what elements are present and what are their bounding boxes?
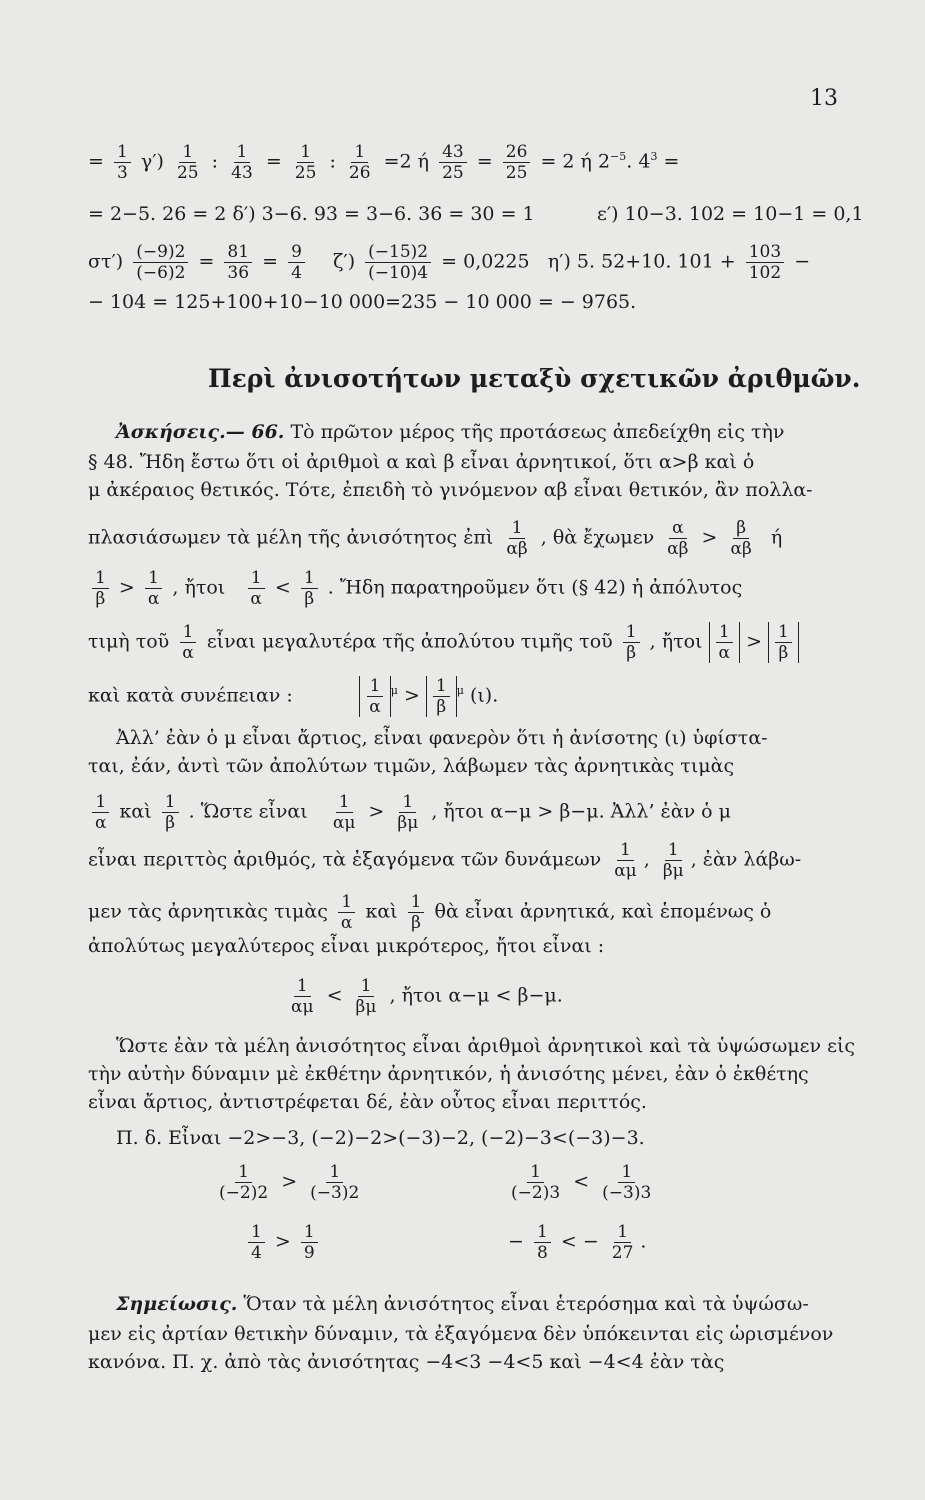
fraction: $\frac{(-15)2}{(-10)4}$	[365, 242, 431, 283]
exercise-line-13: ἀπολύτως μεγαλύτερος εἶναι μικρότερος, ἤτοι εἶναι :	[88, 935, 605, 957]
example-row-2-left: $\frac{1}{4}$ > $\frac{1}{9}$	[244, 1222, 322, 1263]
exercise-line-1: Ἀσκήσεις.— 66. Τὸ πρῶτον μέρος τῆς προτάσεως ἀπεδείχθη εἰς τὴν	[116, 421, 785, 443]
exercise-line-15: Ὥστε ἐὰν τὰ μέλη ἀνισότητος εἶναι ἀριθμοὶ ἀρνητικοὶ καὶ τὰ ὑψώσωμεν εἰς	[116, 1035, 856, 1057]
exercise-line-7: καὶ κατὰ συνέπειαν : $\frac{1}{\alpha}$ $^\mu$ > $\frac{1}{\beta}$ $^\mu$ (ι).	[88, 676, 499, 717]
equals-sign: =	[88, 150, 110, 173]
exercise-line-5: $\frac{1}{\beta}$ > $\frac{1}{\alpha}$ , ἤτοι $\frac{1}{\alpha}$ < $\frac{1}{\beta}$ . Ἤδη παρατηροῦμεν ὅτι (§ 42) ἡ ἀπόλυτος	[88, 568, 742, 609]
fraction: $\frac{43}{25}$	[439, 142, 467, 183]
fraction: $\frac{81}{36}$	[224, 242, 252, 283]
exercise-line-10: $\frac{1}{\alpha}$ καὶ $\frac{1}{\beta}$ . Ὥστε εἶναι $\frac{1}{\alpha\mu}$ > $\frac{1}{\beta\mu}$ , ἤτοι α−μ > β−μ. Ἀλλ’ ἐὰν ὁ μ	[88, 792, 731, 833]
exercise-line-16: τὴν αὐτὴν δύναμιν μὲ ἐκθέτην ἀρνητικόν, ἡ ἀνισότης μένει, ἐὰν ὁ ἐκθέτης	[88, 1063, 809, 1085]
fraction: $\frac{26}{25}$	[503, 142, 531, 183]
example-row-2-right: − $\frac{1}{8}$ < − $\frac{1}{27}$ .	[508, 1222, 647, 1263]
fraction: $\frac{1}{3}$	[114, 142, 131, 183]
fraction: $\frac{9}{4}$	[288, 242, 305, 283]
solution-line-2-right: ε′) 10−3. 102 = 10−1 = 0,1	[597, 203, 864, 225]
exercise-line-11: εἶναι περιττὸς ἀριθμός, τὰ ἐξαγόμενα τῶν δυνάμεων $\frac{1}{\alpha\mu}$ , $\frac{1}{\beta\mu}$ , ἐὰν λάβω-	[88, 840, 802, 881]
section-heading: Περὶ ἀνισοτήτων μεταξὺ σχετικῶν ἀριθμῶν.	[208, 364, 861, 393]
fraction: $\frac{(-9)2}{(-6)2}$	[133, 242, 188, 283]
example-row-1-right: $\frac{1}{(-2)3}$ < $\frac{1}{(-3)3}$	[511, 1162, 652, 1203]
example-row-1-left: $\frac{1}{(-2)2}$ > $\frac{1}{(-3)2}$	[219, 1162, 360, 1203]
fraction: $\frac{1}{25}$	[176, 142, 199, 183]
exercise-line-12: μεν τὰς ἀρνητικὰς τιμὰς $\frac{1}{\alpha}$ καὶ $\frac{1}{\beta}$ θὰ εἶναι ἀρνητικά, καὶ ἑπομένως ὁ	[88, 892, 772, 933]
exercise-line-18: Π. δ. Εἶναι −2>−3, (−2)−2>(−3)−2, (−2)−3<(−3)−3.	[116, 1127, 645, 1149]
exercise-line-2: § 48. Ἤδη ἔστω ὅτι οἱ ἀριθμοὶ α καὶ β εἶναι ἀρνητικοί, ὅτι α>β καὶ ὁ	[88, 451, 755, 473]
exercise-line-4: πλασιάσωμεν τὰ μέλη τῆς ἀνισότητος ἐπὶ $\frac{1}{\alpha\beta}$ , θὰ ἔχωμεν $\frac{\alpha}{\alpha\beta}$ > $\frac{\beta}{\alpha\beta}$ ή	[88, 518, 783, 559]
fraction: $\frac{1}{26}$	[348, 142, 371, 183]
exercise-line-9: ται, ἐάν, ἀντὶ τῶν ἀπολύτων τιμῶν, λάβωμεν τὰς ἀρνητικὰς τιμὰς	[88, 755, 735, 777]
exercise-line-14: $\frac{1}{\alpha\mu}$ < $\frac{1}{\beta\mu}$ , ἤτοι α−μ < β−μ.	[291, 976, 563, 1017]
fraction: $\frac{1}{43}$	[231, 142, 253, 183]
exercise-label: Ἀσκήσεις.— 66.	[116, 421, 285, 443]
note-line-2: μεν εἰς ἀρτίαν θετικὴν δύναμιν, τὰ ἐξαγόμενα δὲν ὑπόκεινται εἰς ὡρισμένον	[88, 1323, 834, 1345]
note-line-1: Σημείωσις. Ὅταν τὰ μέλη ἀνισότητος εἶναι ἑτερόσημα καὶ τὰ ὑψώσω-	[116, 1293, 809, 1315]
absolute-value: $\frac{1}{\beta}$	[768, 622, 799, 663]
exercise-line-17: εἶναι ἄρτιος, ἀντιστρέφεται δέ, ἐὰν οὗτος εἶναι περιττός.	[88, 1091, 647, 1113]
note-line-3: κανόνα. Π. χ. ἀπὸ τὰς ἀνισότητας −4<3 −4<5 καὶ −4<4 ἐὰν τὰς	[88, 1351, 725, 1373]
solution-line-1: = $\frac{1}{3}$ γ′) $\frac{1}{25}$ : $\frac{1}{43}$ = $\frac{1}{25}$ : $\frac{1}{26}$ =2 ή $\frac{43}{25}$ = $\frac{26}{25}$ = 2 ή $2^{-5}$. $4^3$ =	[88, 142, 680, 183]
exercise-line-8: Ἀλλ’ ἐὰν ὁ μ εἶναι ἄρτιος, εἶναι φανερὸν ὅτι ἡ ἀνίσοτης (ι) ὑφίστα-	[116, 727, 768, 749]
exercise-line-3: μ ἀκέραιος θετικός. Τότε, ἐπειδὴ τὸ γινόμενον αβ εἶναι θετικόν, ἂν πολλα-	[88, 479, 813, 501]
exercise-line-6: τιμὴ τοῦ $\frac{1}{\alpha}$ εἶναι μεγαλυτέρα τῆς ἀπολύτου τιμῆς τοῦ $\frac{1}{\beta}$ , ἤτοι $\frac{1}{\alpha}$ > $\frac{1}{\beta}$	[88, 622, 799, 663]
solution-line-3: στ′) $\frac{(-9)2}{(-6)2}$ = $\frac{81}{36}$ = $\frac{9}{4}$ ζ′) $\frac{(-15)2}{(-10)4}$ = 0,0225 η′) 5. 52+10. 101 + $\frac{103}{102}$ −	[88, 242, 811, 283]
fraction: $\frac{1}{25}$	[294, 142, 317, 183]
absolute-value: $\frac{1}{\alpha}$	[709, 622, 740, 663]
fraction: $\frac{103}{102}$	[746, 242, 784, 283]
note-label: Σημείωσις.	[116, 1293, 238, 1315]
solution-line-2: = 2−5. 26 = 2 δ′) 3−6. 93 = 3−6. 36 = 30 = 1	[88, 203, 535, 225]
solution-line-4: − 104 = 125+100+10−10 000=235 − 10 000 = − 9765.	[88, 291, 637, 313]
page-number: 13	[810, 86, 838, 111]
part-label: γ′)	[140, 150, 164, 173]
